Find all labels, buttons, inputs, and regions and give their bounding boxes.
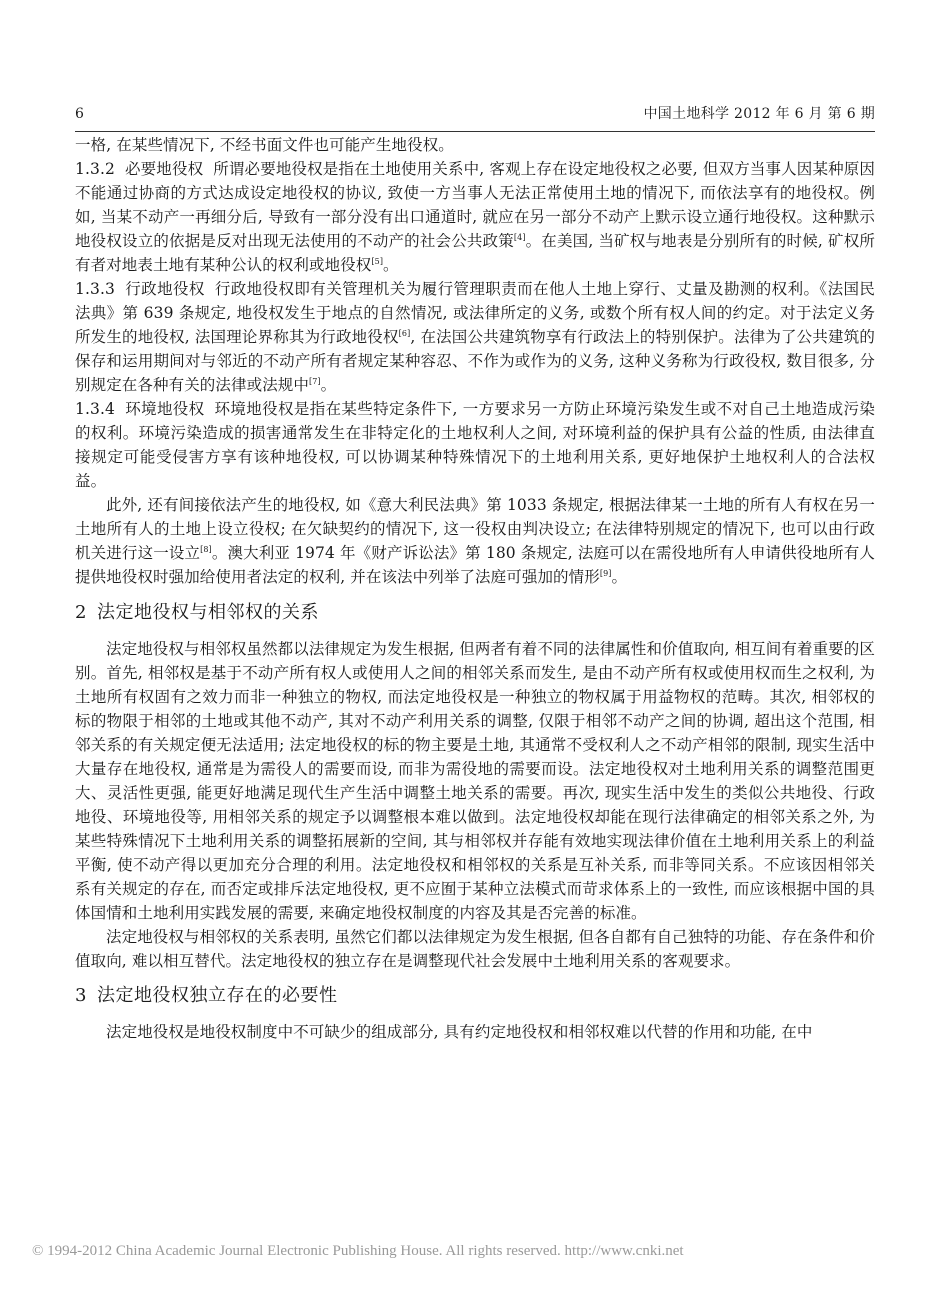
subsection-term: 必要地役权 (124, 160, 204, 178)
section-heading-3: 3 法定地役权独立存在的必要性 (75, 985, 338, 1006)
paragraph-section-2-body: 法定地役权与相邻权虽然都以法律规定为发生根据, 但两者有着不同的法律属性和价值取向, 相互间有着重要的区别。首先, 相邻权是基于不动产所有权人或使用人之间的相邻关系而发生, 是由不动产所有权或使用权而生之权利, 为土地所有权固有之效力而非一种独立的物权, 而法定地役权是一种独立的物权属于用益物权的范畴。其次, 相邻权的标的物限于相邻的土地或其他不动产, 其对不动产利用关系的调整, 仅限于相邻不动产之间的协调, 超出这个范围, 相邻关系的有关规定便无法适用; 法定地役权的标的物主要是土地, 其通常不受权利人之不动产相邻的限制, 现实生活中大量存在地役权, 通常是为需役人的需要而设, 而非为需役地的需要而设。法定地役权对土地利用关系的调整范围更大、灵活性更强, 能更好地满足现代生产生活中调整土地关系的需要。再次, 现实生活中发生的类似公共地役、行政地役、环境地役等, 用相邻关系的规定予以调整根本难以做到。法定地役权却能在现行法律确定的相邻关系之外, 为某些特殊情况下土地利用关系的调整拓展新的空间, 其与相邻权并存能有效地实现法律价值在土地利用关系上的利益平衡, 使不动产得以更加充分合理的利用。法定地役权和相邻权的关系是互补关系, 而非等同关系。不应该因相邻关系有关规定的存在, 而否定或排斥法定地役权, 更不应囿于某种立法模式而苛求体系上的一致性, 而应该根据中国的具体国情和土地利用实践发展的需要, 来确定地役权制度的内容及其是否完善的标准。 (75, 640, 875, 922)
citation-ref: [5] (371, 256, 384, 266)
subsection-1-3-2: 1.3.2 必要地役权 所谓必要地役权是指在土地使用关系中, 客观上存在设定地役权之必要, 但双方当事人因某种原因不能通过协商的方式达成设定地役权的协议, 致使一方当事人无法正常使用土地的情况下, 而依法享有的地役权。例如, 当某不动产一再细分后, 导致有一部分没有出口通道时, 就应在另一部分不动产上默示设立通行地役权。这种默示地役权设立的依据是反对出现无法使用的不动产的社会公共政策[4]。在美国, 当矿权与地表是分别所有的时候, 矿权所有者对地表土地有某种公认的权利或地役权[5]。 (75, 160, 875, 274)
subsection-term: 环境地役权 (124, 400, 205, 418)
citation-ref: [4] (513, 232, 526, 242)
subsection-1-3-3: 1.3.3 行政地役权 行政地役权即有关管理机关为履行管理职责而在他人土地上穿行、丈量及勘测的权利。《法国民法典》第 639 条规定, 地役权发生于地点的自然情况, 或法律所定的义务, 或数个所有权人间的约定。对于法定义务所发生的地役权, 法国理论界称其为行政地役权[6], 在法国公共建筑物享有行政法上的特别保护。法律为了公共建筑的保存和运用期间对与邻近的不动产所有者规定某种容忍、不作为或作为的义务, 这种义务称为行政役权, 数目很多, 分别规定在各种有关的法律或法规中[7]。 (75, 280, 875, 394)
page-number: 6 (75, 106, 84, 122)
paragraph-indirect-servitude: 此外, 还有间接依法产生的地役权, 如《意大利民法典》第 1033 条规定, 根据法律某一土地的所有人有权在另一土地所有人的土地上设立役权; 在欠缺契约的情况下, 这一役权由判决设立; 在法律特别规定的情况下, 也可以由行政机关进行这一设立[8]。澳大利亚 1974 年《财产诉讼法》第 180 条规定, 法庭可以在需役地所有人申请供役地所有人提供地役权时强加给使用者法定的权利, 并在该法中列举了法庭可强加的情形[9]。 (75, 496, 875, 586)
citation-ref: [7] (309, 376, 321, 386)
article-body (75, 133, 875, 1044)
citation-ref: [8] (200, 544, 212, 554)
paragraph-section-3-body: 法定地役权是地役权制度中不可缺少的组成部分, 具有约定地役权和相邻权难以代替的作用和功能, 在中 (106, 1023, 813, 1041)
running-header (75, 103, 875, 125)
copyright-watermark: © 1994-2012 China Academic Journal Electronic Publishing House. All rights reserved. http://www.cnki.net (32, 1243, 684, 1259)
citation-ref: [9] (599, 568, 612, 578)
subsection-number: 1.3.4 (75, 400, 115, 418)
journal-info: 中国土地科学 2012 年 6 月 第 6 期 (643, 106, 875, 122)
section-heading-2: 2 法定地役权与相邻权的关系 (75, 602, 319, 623)
subsection-1-3-4: 1.3.4 环境地役权 环境地役权是指在某些特定条件下, 一方要求另一方防止环境污染发生或不对自己土地造成污染的权利。环境污染造成的损害通常发生在非特定化的土地权利人之间, 对环境利益的保护具有公益的性质, 由法律直接规定可能受侵害方享有该种地役权, 可以协调某种特殊情况下的土地利用关系, 更好地保护土地权利人的合法权益。 (75, 400, 875, 490)
citation-ref: [6] (398, 328, 411, 338)
paragraph-continuation: 一格, 在某些情况下, 不经书面文件也可能产生地役权。 (75, 136, 454, 154)
subsection-number: 1.3.3 (75, 280, 115, 298)
paragraph-section-2-conclusion: 法定地役权与相邻权的关系表明, 虽然它们都以法律规定为发生根据, 但各自都有自己独特的功能、存在条件和价值取向, 难以相互替代。法定地役权的独立存在是调整现代社会发展中土地利用关系的客观要求。 (75, 928, 875, 970)
subsection-term: 行政地役权 (124, 280, 205, 298)
header-rule (75, 131, 875, 132)
subsection-number: 1.3.2 (75, 160, 115, 178)
